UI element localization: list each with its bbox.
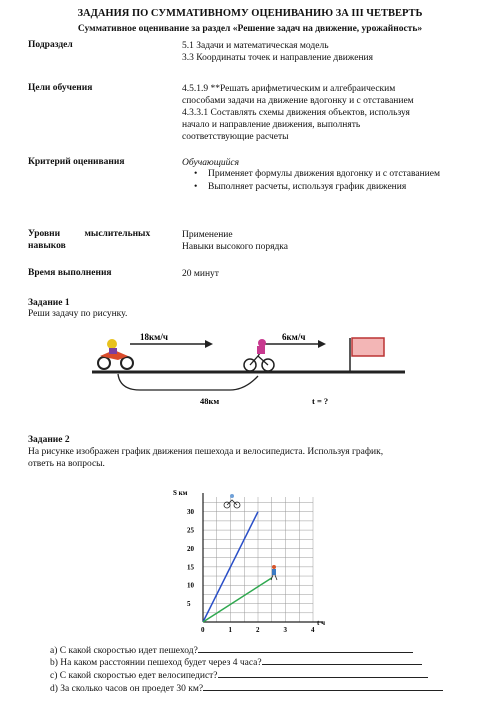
section-line: 5.1 Задачи и математическая модель [182, 41, 329, 51]
time-question: t = ? [312, 396, 329, 406]
y-tick-label: 5 [187, 600, 191, 609]
question-c [50, 671, 428, 681]
criteria-value [182, 157, 472, 193]
y-tick-label: 15 [187, 563, 194, 572]
criteria-label: Критерий оценивания [28, 157, 125, 167]
page-subtitle: Суммативное оценивание за раздел «Решение задач на движение, урожайность» [77, 24, 423, 34]
answer-line-d[interactable] [203, 690, 443, 691]
x-tick-label: 2 [256, 626, 260, 634]
question-d [50, 684, 443, 694]
goals-value [182, 83, 414, 143]
x-tick-label: 0 [201, 626, 205, 634]
speed-2-label: 6км/ч [282, 332, 306, 342]
motion-chart [165, 485, 340, 645]
question-d-text: d) За сколько часов он проедет 30 км? [50, 684, 204, 694]
task2-text-1: На рисунке изображен график движения пешехода и велосипедиста. Используя график, [28, 447, 384, 457]
levels-label [28, 229, 176, 239]
goal-line: соответствующие расчеты [182, 132, 289, 142]
finish-flag-icon [350, 338, 384, 372]
levels-label-line: Уровни мыслительных [28, 229, 151, 239]
x-tick-label: 3 [283, 626, 287, 634]
speed-1-label: 18км/ч [140, 332, 168, 342]
page-title: ЗАДАНИЯ ПО СУММАТИВНОМУ ОЦЕНИВАНИЮ ЗА III ЧЕТВЕРТЬ [77, 8, 423, 19]
criteria-list [182, 169, 472, 193]
x-axis-label: t ч [317, 619, 326, 627]
goal-line: 4.3.3.1 Составлять схемы движения объектов, используя [182, 108, 410, 118]
task1-heading: Задание 1 [28, 298, 70, 308]
question-c-text: c) С какой скоростью едет велосипедист? [50, 671, 218, 681]
y-axis-label: S км [173, 489, 188, 497]
distance-label: 48км [200, 396, 220, 406]
y-tick-label: 10 [187, 581, 194, 590]
question-b [50, 658, 422, 668]
answer-line-c[interactable] [218, 677, 428, 678]
x-tick-label: 4 [311, 626, 315, 634]
y-tick-label: 20 [187, 544, 194, 553]
criteria-item: • Применяет формулы движения вдогонку и с отставанием [194, 169, 472, 180]
levels-value [182, 229, 288, 253]
task2-heading: Задание 2 [28, 435, 70, 445]
task2-text-2: ответь на вопросы. [28, 459, 105, 469]
motorcycle-icon [98, 339, 133, 369]
y-tick-label: 25 [187, 526, 194, 535]
answer-line-a[interactable] [198, 652, 413, 653]
levels-line: Навыки высокого порядка [182, 242, 288, 252]
chart-grid [203, 497, 313, 622]
y-tick-label: 30 [187, 508, 194, 517]
question-a [50, 646, 413, 656]
answer-line-b[interactable] [262, 664, 422, 665]
task1-text: Реши задачу по рисунку. [28, 309, 128, 319]
time-value: 20 минут [182, 269, 219, 279]
distance-brace [118, 374, 258, 390]
question-b-text: b) На каком расстоянии пешеход будет через 4 часа? [50, 658, 262, 668]
goal-line: способами задачи на движение вдогонку и с отставанием [182, 96, 414, 106]
criteria-item: • Выполняет расчеты, используя график движения [194, 182, 472, 193]
goals-label: Цели обучения [28, 83, 93, 93]
time-label: Время выполнения [28, 268, 112, 278]
section-label: Подраздел [28, 40, 73, 50]
levels-line: Применение [182, 230, 233, 240]
question-a-text: a) С какой скоростью идет пешеход? [50, 646, 198, 656]
task1-figure [0, 320, 500, 410]
goal-line: 4.5.1.9 **Решать арифметическим и алгебраическим [182, 84, 396, 94]
section-value [182, 40, 373, 64]
levels-label-2: навыков [28, 241, 66, 251]
x-tick-label: 1 [228, 626, 232, 634]
criteria-intro: Обучающийся [182, 158, 240, 168]
cyclist-figure [224, 494, 240, 508]
goal-line: начало и направление движения, выполнять [182, 120, 361, 130]
section-line: 3.3 Координаты точек и направление движения [182, 53, 373, 63]
